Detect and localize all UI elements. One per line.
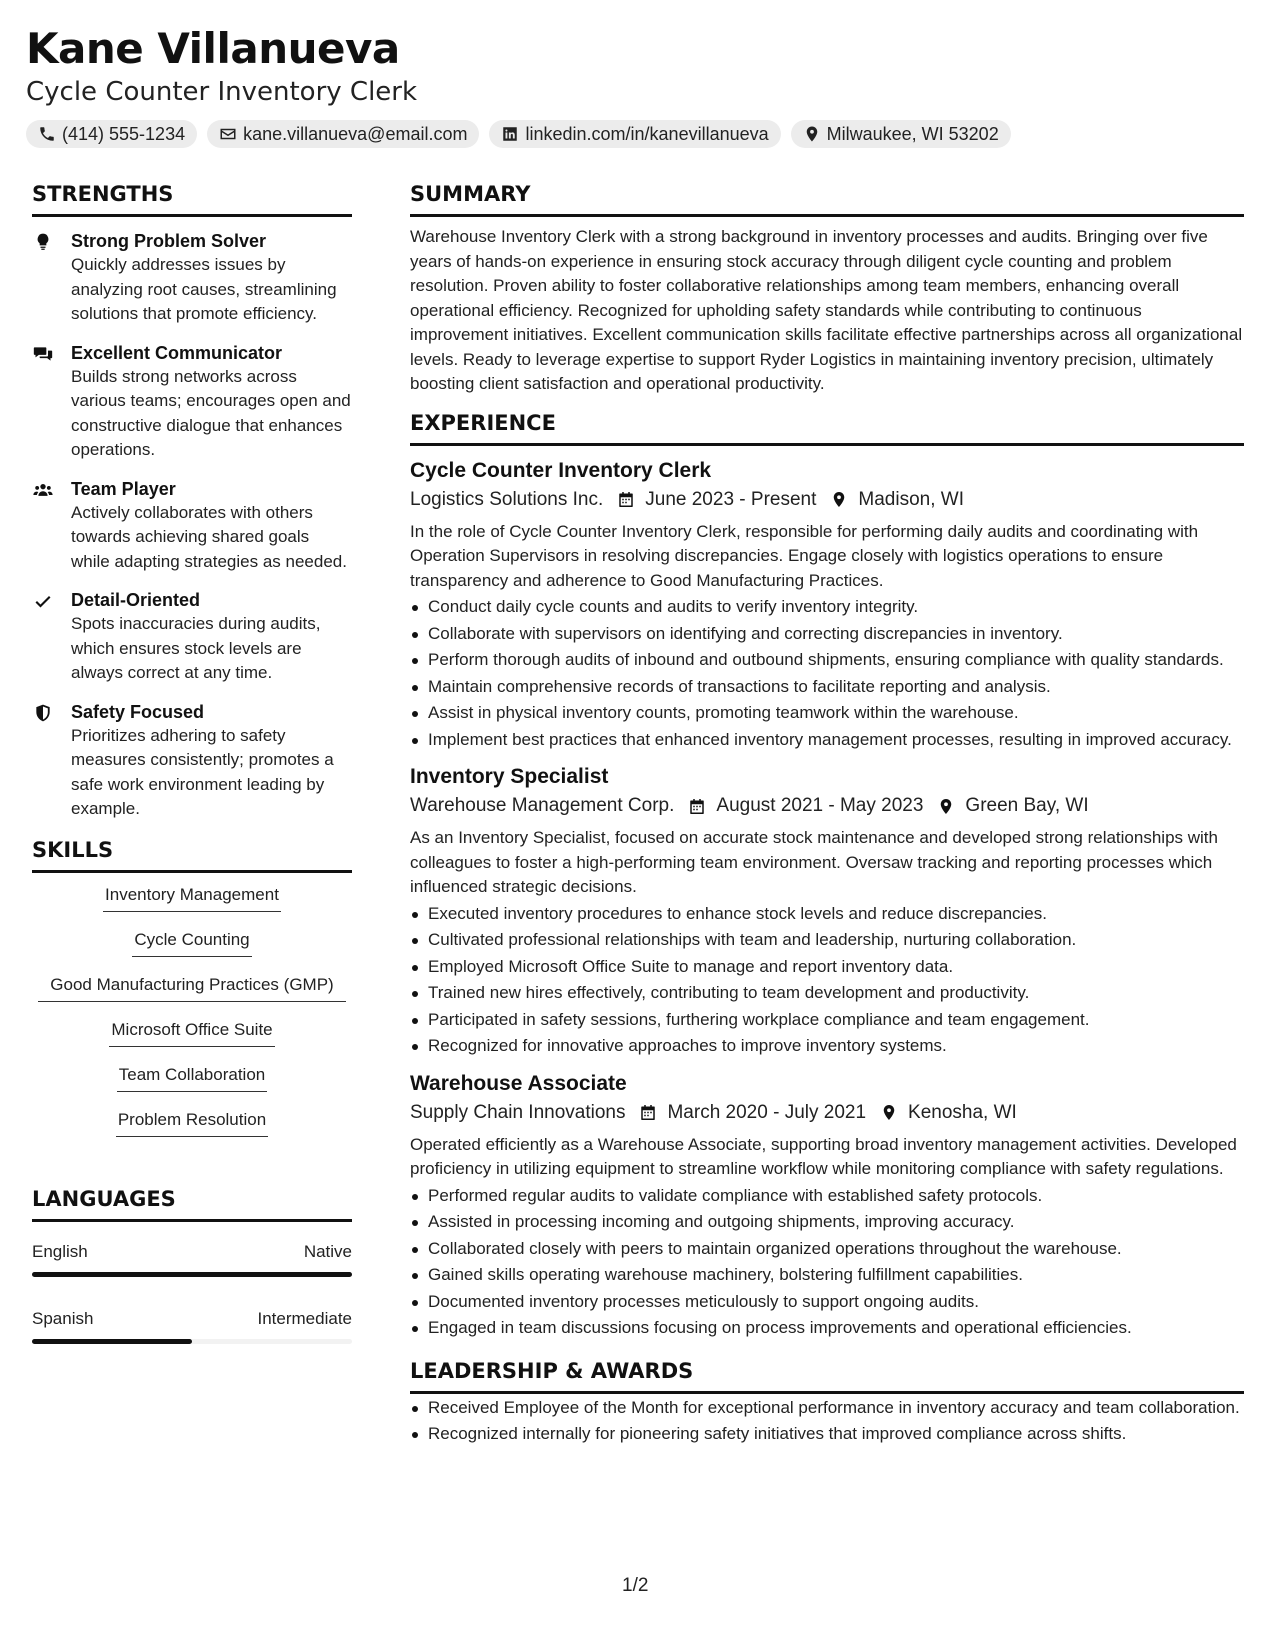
contact-email-text: kane.villanueva@email.com [243, 123, 468, 144]
job-company: Supply Chain Innovations [410, 1101, 626, 1123]
job-title: Warehouse Associate [410, 1071, 627, 1095]
job-entry [410, 1069, 1244, 1341]
comments-icon [32, 344, 54, 364]
contact-phone-text: (414) 555-1234 [62, 123, 186, 144]
job-company: Warehouse Management Corp. [410, 795, 675, 816]
strength-item [32, 341, 352, 463]
skill-item: Good Manufacturing Practices (GMP) [38, 973, 346, 1002]
skill-item: Microsoft Office Suite [109, 1018, 274, 1047]
job-bullet: Implement best practices that enhanced inventory management processes, resulting in improved accuracy. [410, 728, 1244, 753]
job-bullets [410, 902, 1244, 1059]
strength-desc: Prioritizes adhering to safety measures consistently; promotes a safe work environment leading by example. [71, 725, 334, 818]
languages-heading: LANGUAGES [32, 1185, 352, 1222]
calendar-icon [688, 797, 706, 816]
job-dates: August 2021 - May 2023 [716, 795, 924, 816]
calendar-icon [617, 490, 635, 509]
skills-section [32, 836, 352, 1153]
skill-item: Inventory Management [103, 883, 281, 912]
job-dates: June 2023 - Present [645, 488, 817, 510]
shield-icon [32, 703, 54, 723]
page-number: 1/2 [622, 1575, 649, 1596]
users-icon [32, 480, 54, 500]
strengths-heading: STRENGTHS [32, 180, 352, 217]
map-pin-icon [803, 125, 821, 143]
language-level: Native [303, 1241, 352, 1261]
resume-header [26, 22, 1011, 148]
job-bullet: Trained new hires effectively, contributing to team development and productivity. [410, 981, 1244, 1006]
summary-section [410, 180, 1244, 397]
contact-linkedin[interactable] [489, 120, 780, 148]
job-entry [410, 762, 1244, 1059]
left-column [32, 180, 352, 1344]
right-column [410, 180, 1244, 1449]
map-pin-icon [937, 797, 955, 816]
contact-linkedin-text: linkedin.com/in/kanevillanueva [525, 123, 769, 144]
language-name: English [32, 1241, 88, 1261]
job-bullet: Gained skills operating warehouse machinery, bolstering fulfillment capabilities. [410, 1263, 1244, 1288]
contact-bar [26, 120, 1011, 148]
contact-location-text: Milwaukee, WI 53202 [826, 123, 999, 144]
summary-text: Warehouse Inventory Clerk with a strong background in inventory processes and audits. Bringing over five years of hands-on experience in ensuring stock accuracy through diligent cycle counting and problem resolution. Proven ability to foster collaborative relationships among team members, enhancing overall operational efficiency. Recognized for upholding safety standards while contributing to continuous improvement initiatives. Excellent communication skills facilitate effective partnerships across all organizational levels. Ready to leverage expertise to support Ryder Logistics in maintaining inventory precision, ultimately boosting client satisfaction and operational productivity. [410, 227, 1243, 393]
candidate-name: Kane Villanueva [26, 24, 400, 73]
job-entry [410, 456, 1244, 753]
strength-title: Excellent Communicator [71, 342, 283, 363]
skill-item: Problem Resolution [116, 1108, 268, 1137]
job-bullet: Maintain comprehensive records of transactions to facilitate reporting and analysis. [410, 675, 1244, 700]
job-description: In the role of Cycle Counter Inventory Clerk, responsible for performing daily audits and coordinating with Operation Supervisors in resolving discrepancies. Engage closely with logistics operations to ensure transparency and adherence to Good Manufacturing Practices. [410, 521, 1199, 590]
language-bar-fill [32, 1339, 192, 1344]
strength-title: Safety Focused [71, 701, 205, 722]
strength-desc: Actively collaborates with others towards achieving shared goals while adapting strategies as needed. [71, 502, 347, 571]
job-bullets [410, 595, 1244, 752]
contact-location[interactable] [791, 120, 1011, 148]
leadership-item: Recognized internally for pioneering safety initiatives that improved compliance across shifts. [410, 1422, 1244, 1447]
experience-heading: EXPERIENCE [410, 409, 1244, 446]
skills-heading: SKILLS [32, 836, 352, 873]
job-bullet: Recognized for innovative approaches to improve inventory systems. [410, 1034, 1244, 1059]
strength-item [32, 229, 352, 327]
language-name: Spanish [32, 1308, 94, 1328]
calendar-icon [639, 1103, 657, 1122]
leadership-section [410, 1357, 1244, 1447]
job-bullet: Assist in physical inventory counts, promoting teamwork within the warehouse. [410, 701, 1244, 726]
phone-icon [38, 125, 56, 143]
map-pin-icon [880, 1103, 898, 1122]
language-level: Intermediate [257, 1308, 352, 1328]
language-bar [32, 1272, 352, 1277]
linkedin-icon [501, 125, 519, 143]
strength-title: Team Player [71, 478, 176, 499]
job-bullet: Performed regular audits to validate compliance with established safety protocols. [410, 1184, 1244, 1209]
job-title: Cycle Counter Inventory Clerk [410, 458, 712, 482]
strength-title: Strong Problem Solver [71, 231, 267, 251]
job-dates: March 2020 - July 2021 [667, 1101, 867, 1123]
job-bullet: Collaborate with supervisors on identifying and correcting discrepancies in inventory. [410, 622, 1244, 647]
strengths-section [32, 180, 352, 822]
skill-item: Cycle Counting [132, 928, 251, 957]
job-bullet: Documented inventory processes meticulously to support ongoing audits. [410, 1290, 1244, 1315]
job-bullet: Employed Microsoft Office Suite to manage and report inventory data. [410, 955, 1244, 980]
strength-item [32, 700, 352, 822]
job-bullet: Conduct daily cycle counts and audits to verify inventory integrity. [410, 595, 1244, 620]
summary-heading: SUMMARY [410, 180, 1244, 217]
map-pin-icon [830, 490, 848, 509]
job-bullet: Participated in safety sessions, furthering workplace compliance and team engagement. [410, 1008, 1244, 1033]
job-bullet: Executed inventory procedures to enhance stock levels and reduce discrepancies. [410, 902, 1244, 927]
language-bar-fill [32, 1272, 352, 1277]
lightbulb-icon [32, 232, 54, 252]
language-item [32, 1307, 352, 1344]
skill-item: Team Collaboration [117, 1063, 267, 1092]
job-location: Green Bay, WI [965, 795, 1089, 816]
leadership-heading: LEADERSHIP & AWARDS [410, 1357, 1244, 1394]
strength-title: Detail-Oriented [71, 590, 201, 610]
language-item [32, 1240, 352, 1277]
job-title: Inventory Specialist [410, 765, 609, 788]
contact-phone[interactable] [26, 120, 197, 148]
strength-desc: Quickly addresses issues by analyzing root causes, streamlining solutions that promote efficiency. [71, 255, 337, 323]
job-bullet: Collaborated closely with peers to maintain organized operations throughout the warehouse. [410, 1237, 1244, 1262]
strength-item [32, 588, 352, 686]
job-bullets [410, 1184, 1244, 1341]
job-bullet: Cultivated professional relationships with team and leadership, nurturing collaboration. [410, 928, 1244, 953]
job-bullet: Perform thorough audits of inbound and outbound shipments, ensuring compliance with quality standards. [410, 648, 1244, 673]
job-bullet: Engaged in team discussions focusing on process improvements and operational efficiencies. [410, 1316, 1244, 1341]
strength-desc: Spots inaccuracies during audits, which ensures stock levels are always correct at any time. [71, 614, 321, 682]
contact-email[interactable] [207, 120, 479, 148]
strength-item [32, 477, 352, 575]
strength-desc: Builds strong networks across various teams; encourages open and constructive dialogue that enhances operations. [71, 366, 351, 459]
leadership-item: Received Employee of the Month for exceptional performance in inventory accuracy and team collaboration. [410, 1396, 1244, 1421]
checkmark-icon [32, 591, 54, 611]
job-location: Kenosha, WI [908, 1101, 1017, 1123]
leadership-list [410, 1396, 1244, 1447]
envelope-icon [219, 125, 237, 143]
job-bullet: Assisted in processing incoming and outgoing shipments, improving accuracy. [410, 1210, 1244, 1235]
job-company: Logistics Solutions Inc. [410, 488, 604, 510]
language-bar [32, 1339, 352, 1344]
job-location: Madison, WI [858, 488, 964, 510]
job-description: Operated efficiently as a Warehouse Associate, supporting broad inventory management activities. Developed proficiency in utilizing equipment to streamline workflow while monitoring compliance with safety regulations. [410, 1134, 1237, 1178]
job-description: As an Inventory Specialist, focused on accurate stock maintenance and developed strong relationships with colleagues to foster a high-performing team environment. Oversaw tracking and reporting processes which influenced strategic decisions. [410, 828, 1218, 896]
languages-section [32, 1185, 352, 1344]
experience-section [410, 409, 1244, 1341]
candidate-title: Cycle Counter Inventory Clerk [26, 77, 418, 107]
